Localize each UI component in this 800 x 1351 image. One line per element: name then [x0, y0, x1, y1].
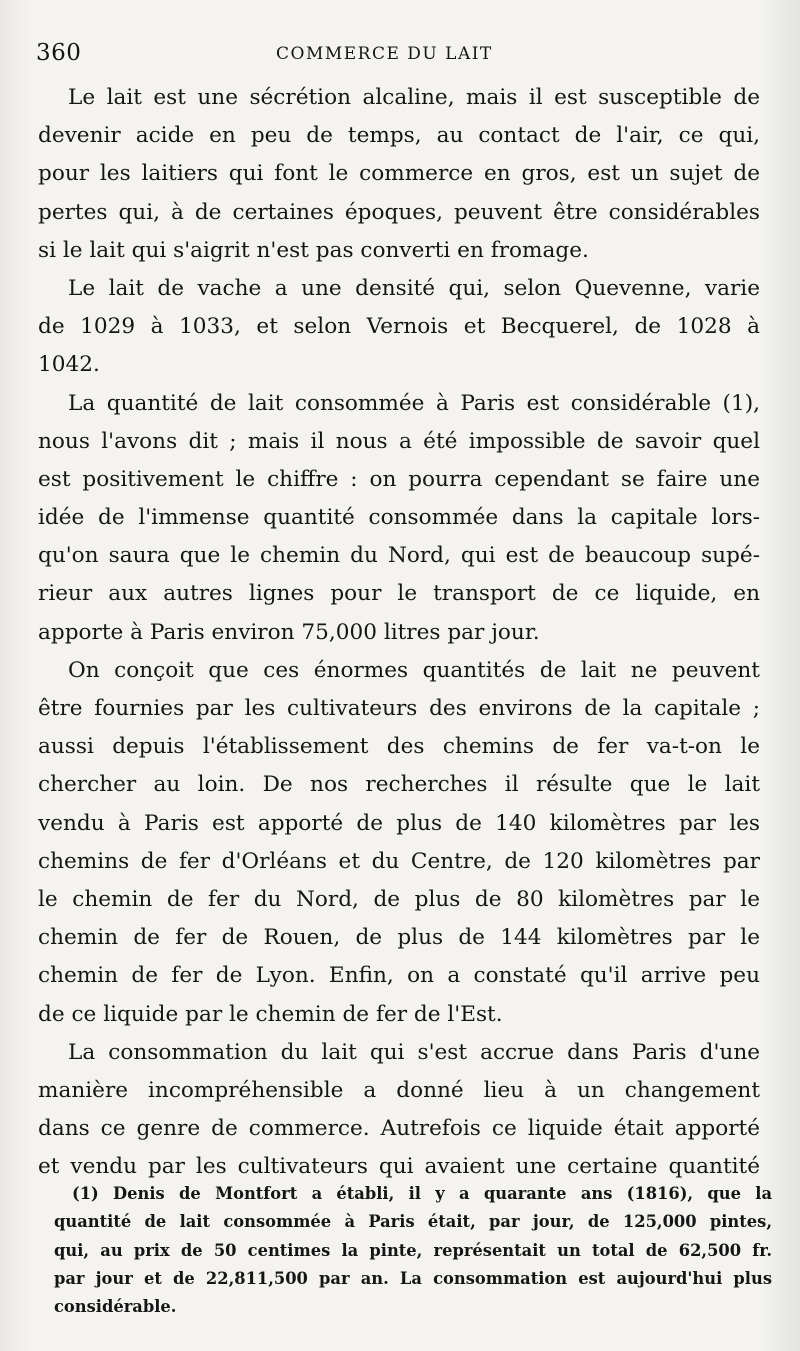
text-line: La consommation du lait qui s'est accrue dans Paris d'une — [68, 1039, 760, 1065]
text-line: rieur aux autres lignes pour le transport de ce liquide, en — [38, 581, 760, 607]
text-line: de ce liquide par le chemin de fer de l'Est. — [38, 1001, 503, 1027]
text-line: vendu à Paris est apporté de plus de 140 kilomètres par les — [38, 810, 760, 836]
text-line: La quantité de lait consommée à Paris est considérable (1), — [68, 390, 760, 416]
page-number: 360 — [36, 40, 82, 66]
text-line: de 1029 à 1033, et selon Vernois et Becquerel, de 1028 à — [38, 314, 760, 340]
text-line: qu'on saura que le chemin du Nord, qui est de beaucoup supé- — [38, 543, 760, 569]
footnote-line: considérable. — [54, 1297, 177, 1317]
footnote-line: par jour et de 22,811,500 par an. La consommation est aujourd'hui plus — [54, 1268, 772, 1288]
text-line: Le lait de vache a une densité qui, selon Quevenne, varie — [68, 275, 760, 301]
text-line: dans ce genre de commerce. Autrefois ce liquide était apporté — [38, 1116, 760, 1142]
text-line: est positivement le chiffre : on pourra cependant se faire une — [38, 466, 760, 492]
text-line: chercher au loin. De nos recherches il résulte que le lait — [38, 772, 760, 798]
text-line: Le lait est une sécrétion alcaline, mais il est susceptible de — [68, 85, 760, 110]
text-line: si le lait qui s'aigrit n'est pas converti en fromage. — [38, 237, 589, 263]
text-line: être fournies par les cultivateurs des environs de la capitale ; — [38, 696, 760, 721]
text-line: chemin de fer de Lyon. Enfin, on a constaté qu'il arrive peu — [38, 963, 760, 989]
footnote-line: (1) Denis de Montfort a établi, il y a quarante ans (1816), que la — [72, 1184, 772, 1203]
text-line: pertes qui, à de certaines époques, peuvent être considérables — [38, 199, 760, 225]
text-line: le chemin de fer du Nord, de plus de 80 kilomètres par le — [38, 886, 760, 912]
text-line: et vendu par les cultivateurs qui avaient une certaine quantité — [38, 1154, 760, 1180]
text-line: On conçoit que ces énormes quantités de lait ne peuvent — [68, 657, 760, 683]
text-line: aussi depuis l'établissement des chemins de fer va-t-on le — [38, 734, 760, 760]
text-line: devenir acide en peu de temps, au contact de l'air, ce qui, — [38, 123, 760, 149]
text-line: idée de l'immense quantité consommée dans la capitale lors- — [38, 505, 760, 531]
text-line: pour les laitiers qui font le commerce en gros, est un sujet de — [38, 161, 760, 187]
footnote-line: qui, au prix de 50 centimes la pinte, représentait un total de 62,500 fr. — [54, 1240, 772, 1260]
text-line: 1042. — [38, 352, 100, 378]
text-line: chemin de fer de Rouen, de plus de 144 kilomètres par le — [38, 925, 760, 951]
text-line: manière incompréhensible a donné lieu à un changement — [38, 1077, 760, 1103]
text-line: apporte à Paris environ 75,000 litres par jour. — [38, 619, 540, 645]
running-head — [36, 40, 760, 80]
footnotes — [54, 1180, 772, 1321]
body-text — [38, 79, 760, 1186]
text-line: chemins de fer d'Orléans et du Centre, de 120 kilomètres par — [38, 848, 760, 874]
running-title: COMMERCE DU LAIT — [276, 44, 493, 64]
text-line: nous l'avons dit ; mais il nous a été impossible de savoir quel — [38, 428, 760, 454]
footnote-line: quantité de lait consommée à Paris était, par jour, de 125,000 pintes, — [54, 1212, 772, 1232]
